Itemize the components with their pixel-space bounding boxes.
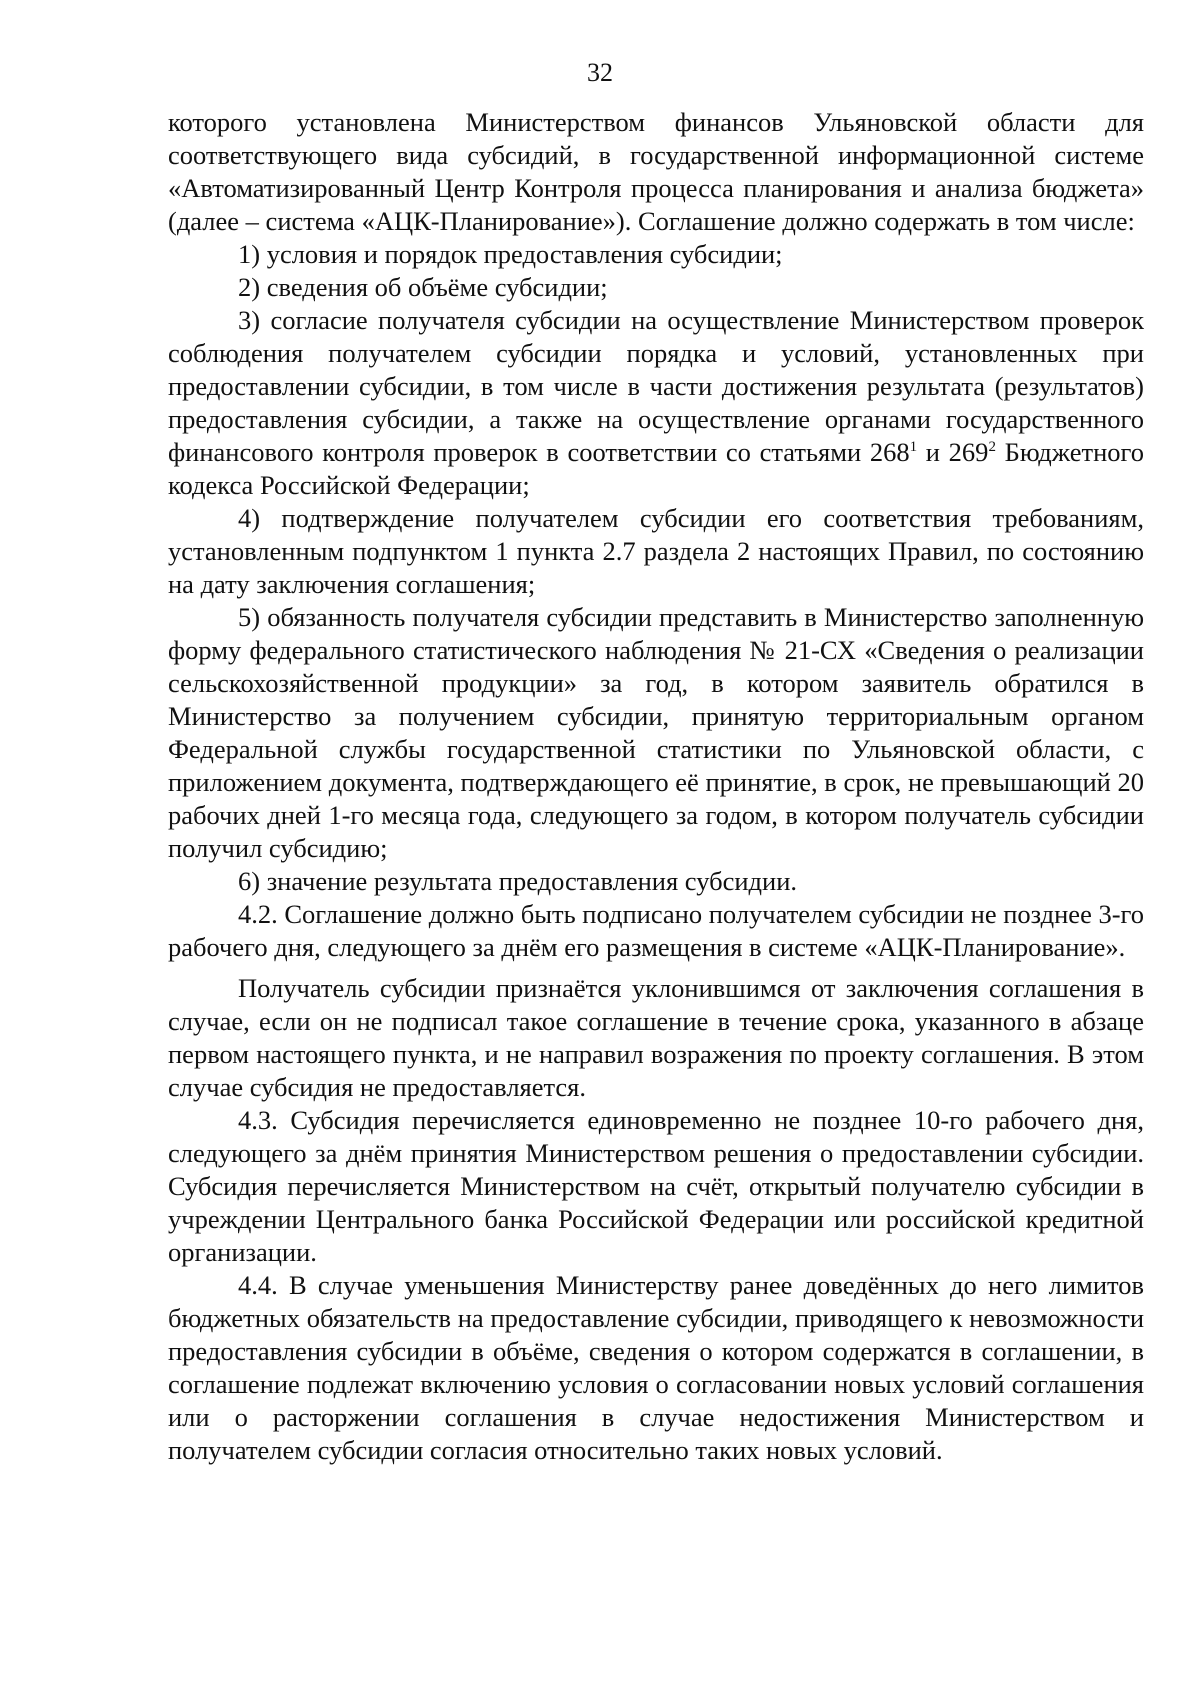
superscript-1: 1 [909, 439, 918, 455]
list-item-5: 5) обязанность получателя субсидии представить в Министерство заполненную форму федерального статистического наблюдения № 21-СХ «Сведения о реализации сельскохозяйственной продукции» за год, в котором заявитель обратился в Министерство за получением субсидии, принятую территориальным органом Федеральной службы государственной статистики по Ульяновской области, с приложением документа, подтверждающего её принятие, в срок, не превышающий 20 рабочих дней 1-го месяца года, следующего за годом, в котором получатель субсидии получил субсидию; [168, 602, 1144, 863]
clause-4-3: 4.3. Субсидия перечисляется единовременно не позднее 10-го рабочего дня, следующего за днём принятия Министерством решения о предоставлении субсидии. Субсидия перечисляется Министерством на счёт, открытый получателю субсидии в учреждении Центрального банка Российской Федерации или российской кредитной организации. [168, 1105, 1144, 1267]
clause-4-2-refusal: Получатель субсидии признаётся уклонившимся от заключения соглашения в случае, если он не подписал такое соглашение в течение срока, указанного в абзаце первом настоящего пункта, и не направил возражения по проекту соглашения. В этом случае субсидия не предоставляется. [168, 973, 1144, 1102]
list-item-6: 6) значение результата предоставления субсидии. [238, 866, 797, 896]
list-item-3-mid: и 269 [917, 437, 989, 467]
clause-4-4: 4.4. В случае уменьшения Министерству ранее доведённых до него лимитов бюджетных обязательств на предоставление субсидии, приводящего к невозможности предоставления субсидии в объёме, сведения о котором содержатся в соглашении, в соглашение подлежат включению условия о согласовании новых условий соглашения или о расторжении соглашения в случае недостижения Министерством и получателем субсидии согласия относительно таких новых условий. [168, 1270, 1144, 1465]
clause-4-2: 4.2. Соглашение должно быть подписано получателем субсидии не позднее 3-го рабочего дня, следующего за днём его размещения в системе «АЦК-Планирование». [168, 899, 1144, 962]
page-number: 32 [587, 58, 613, 87]
list-item-1: 1) условия и порядок предоставления субсидии; [238, 239, 783, 269]
list-item-3-end: Бюджетного кодекса Российской Федерации; [168, 437, 1144, 500]
document-body [168, 106, 1144, 1467]
list-item-3-text: 3) согласие получателя субсидии на осуществление Министерством проверок соблюдения получателем субсидии порядка и условий, установленных при предоставлении субсидии, в том числе в части достижения результата (результатов) предоставления субсидии, а также на осуществление органами государственного финансового контроля проверок в соответствии со статьями 268 [168, 305, 1144, 467]
list-item-3 [168, 304, 1144, 502]
superscript-2: 2 [988, 439, 996, 455]
list-item-2: 2) сведения об объёме субсидии; [238, 272, 608, 302]
list-item-4: 4) подтверждение получателем субсидии его соответствия требованиям, установленным подпунктом 1 пункта 2.7 раздела 2 настоящих Правил, по состоянию на дату заключения соглашения; [168, 503, 1144, 599]
paragraph-intro: которого установлена Министерством финансов Ульяновской области для соответствующего вида субсидий, в государственной информационной системе «Автоматизированный Центр Контроля процесса планирования и анализа бюджета» (далее – система «АЦК-Планирование»). Соглашение должно содержать в том числе: [168, 107, 1144, 236]
